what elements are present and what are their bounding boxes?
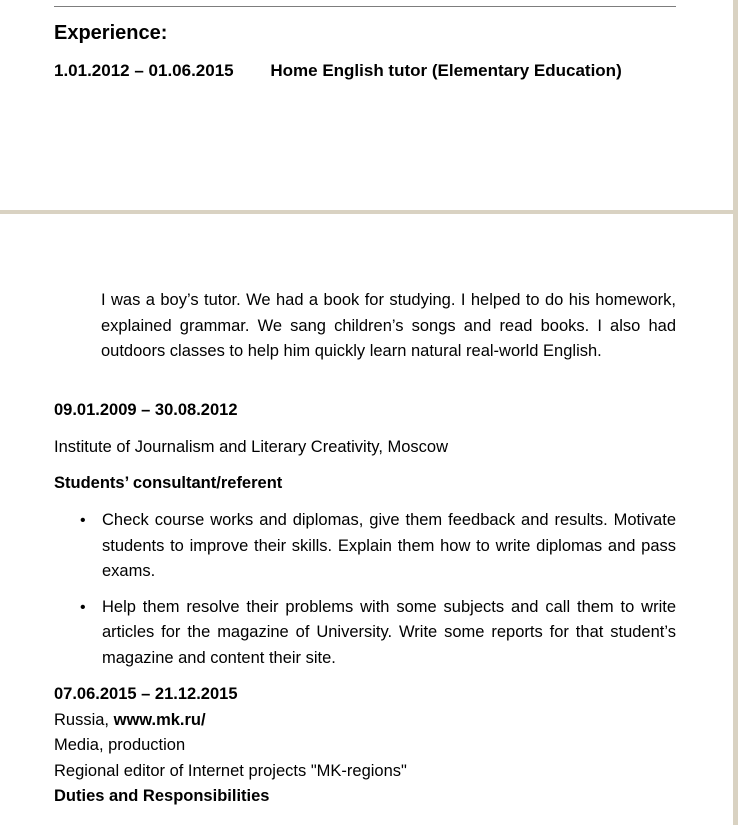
document-page-bottom [0,214,733,825]
job-2-duties-list [54,508,676,681]
job-3-website-link[interactable]: www.mk.ru/ [113,710,206,729]
job-2-header [54,398,676,422]
job-3-department: Media, production [54,736,186,754]
job-2-title-block [54,471,676,495]
job-3-block [54,682,676,810]
job-2-organization: Institute of Journalism and Literary Creativity, Moscow [54,438,449,456]
bullet-icon: • [80,512,86,529]
job-2-title: Students’ consultant/referent [54,474,283,492]
job-1-dates: 1.01.2012 – 01.06.2015 [54,61,234,80]
job-3-location-prefix: Russia, [54,710,114,729]
job-1-description: I was a boy’s tutor. We had a book for studying. I helped to do his homework, explained grammar. We sang children’s songs and read books. I also had outdoors classes to help him quickly learn natural real-world English. [101,291,676,360]
duty-text: Help them resolve their problems with some subjects and call them to write articles for the magazine of University. Write some reports for that student’s magazine and content their site. [102,597,676,667]
job-1-header [54,59,622,83]
bullet-icon: • [80,598,86,616]
page-edge [733,0,738,825]
job-3-dates: 07.06.2015 – 21.12.2015 [54,685,238,703]
job-1-title: Home English tutor (Elementary Education) [270,61,622,80]
job-2-dates: 09.01.2009 – 30.08.2012 [54,401,238,419]
job-2-organization-block [54,435,676,459]
job-3-duties-heading: Duties and Responsibilities [54,787,270,805]
horizontal-rule [54,6,676,7]
list-item [54,508,676,585]
duty-text: Check course works and diplomas, give them feedback and results. Motivate students to improve their skills. Explain them how to write diplomas and pass exams. [102,511,676,580]
job-3-title: Regional editor of Internet projects "MK-regions" [54,761,407,780]
document-page-top [0,0,733,210]
list-item [54,595,676,672]
job-3-location [54,708,676,734]
experience-heading: Experience: [54,22,168,44]
